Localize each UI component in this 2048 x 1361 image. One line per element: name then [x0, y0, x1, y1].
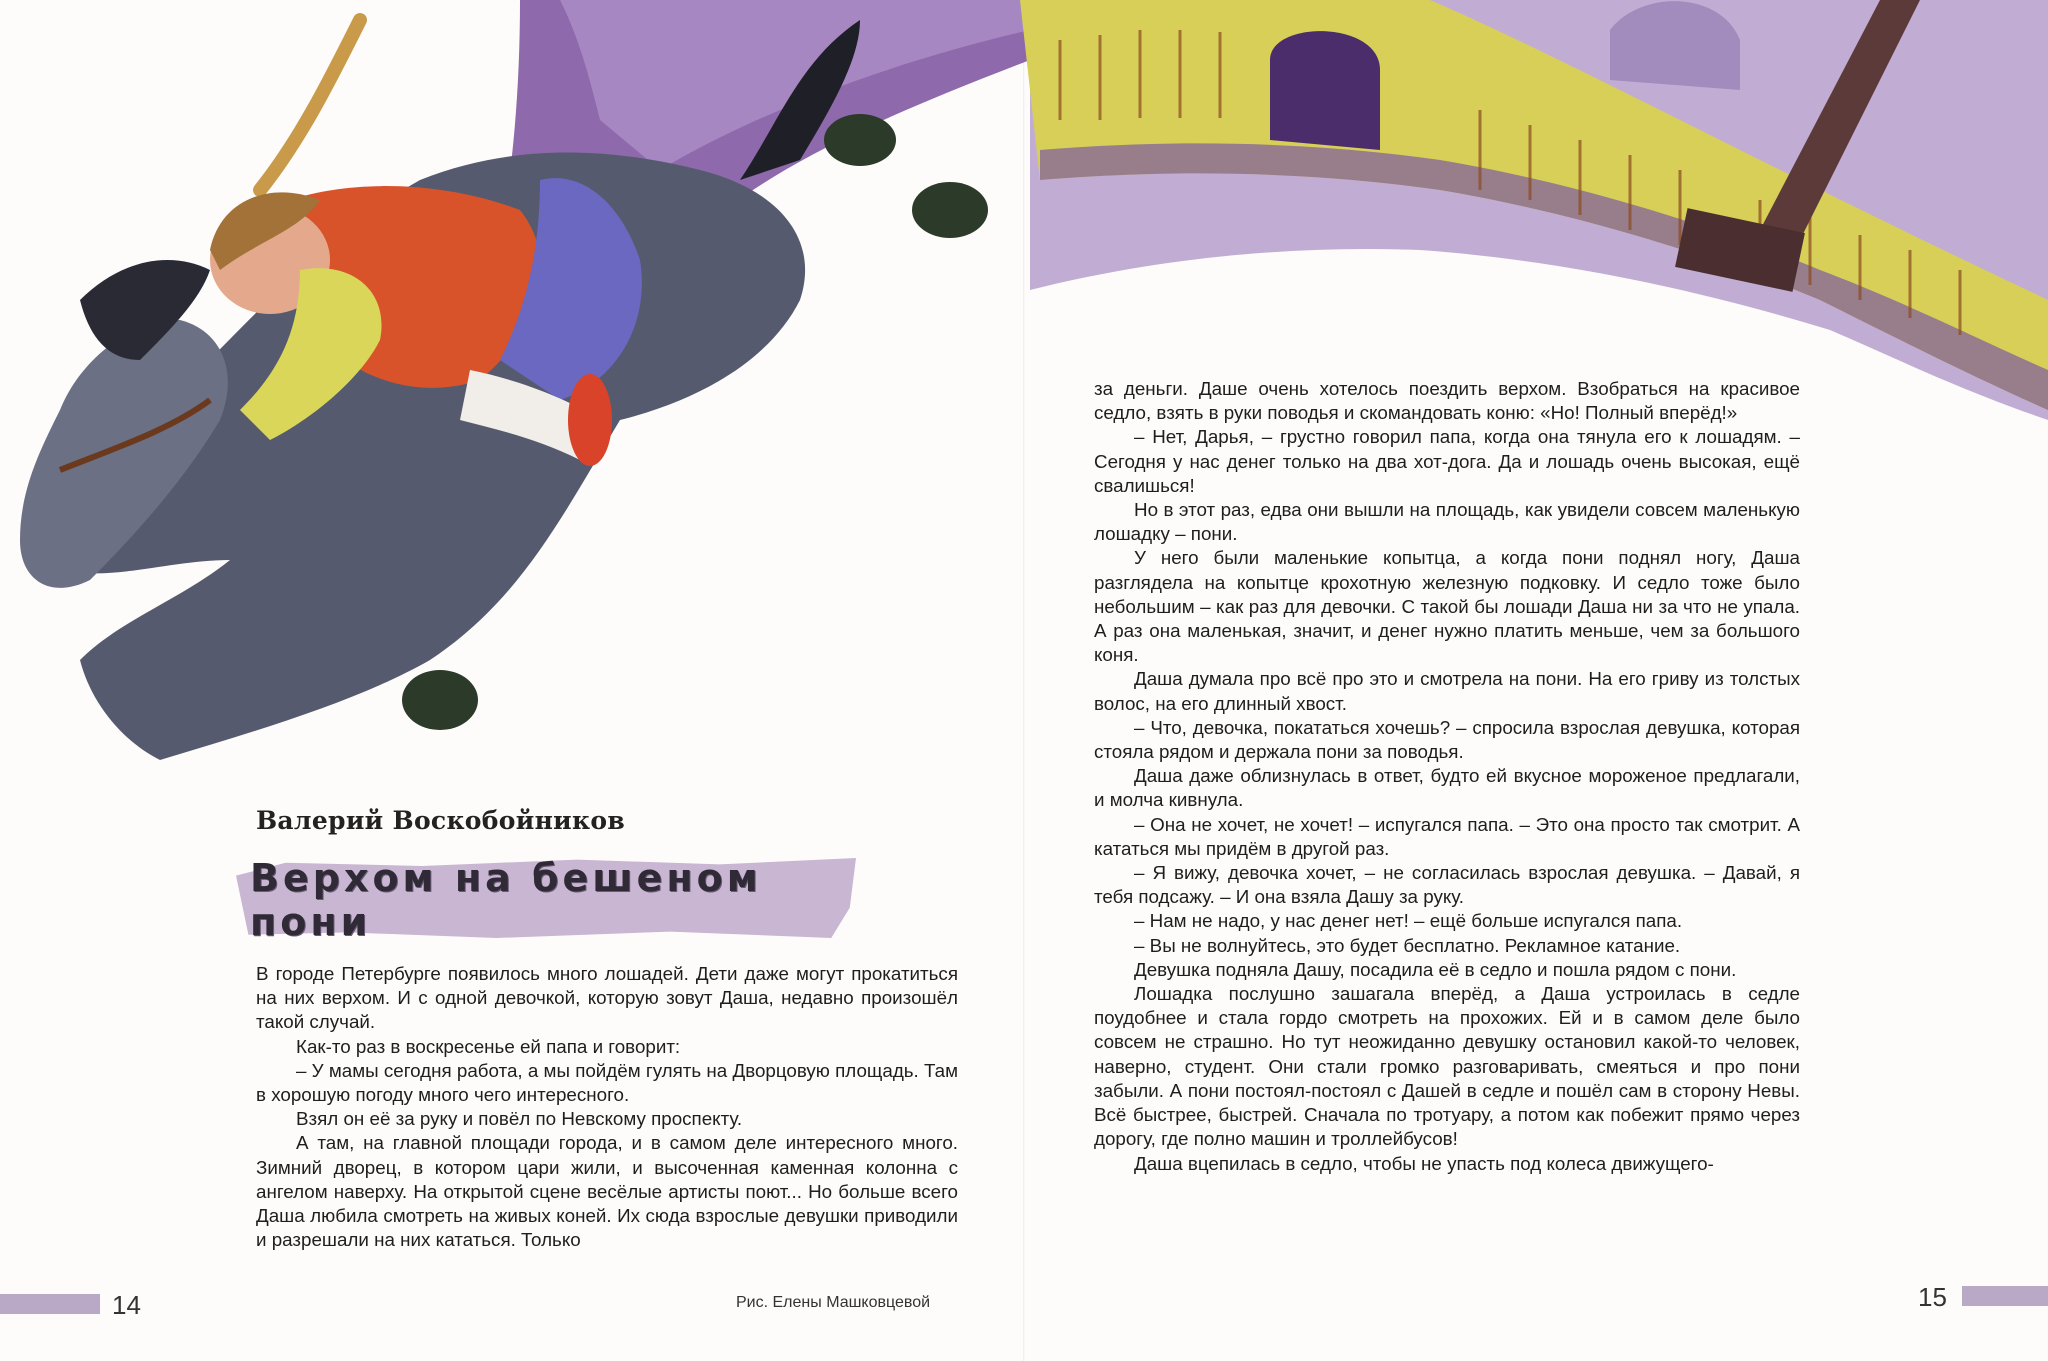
- paragraph: У него были маленькие копытца, а когда пони поднял ногу, Даша разглядела на копытце крохотную железную подковку. И седло тоже было небольшим – как раз для девочки. С такой бы лошади Даша ни за что не упала. А раз она маленькая, значит, и денег нужно платить меньше, чем за большого коня.: [1094, 547, 1800, 666]
- paragraph: Но в этот раз, едва они вышли на площадь, как увидели совсем маленькую лошадку – пони.: [1094, 499, 1800, 545]
- paragraph: – Я вижу, девочка хочет, – не согласилась взрослая девушка. – Давай, я тебя подсажу. – И она взяла Дашу за руку.: [1094, 862, 1800, 908]
- girl-braid: [260, 20, 360, 190]
- paragraph: В городе Петербурге появилось много лошадей. Дети даже могут прокатиться на них верхом. И с одной девочкой, которую зовут Даша, недавно произошёл такой случай.: [256, 963, 958, 1033]
- paragraph: – Она не хочет, не хочет! – испугался папа. – Это она просто так смотрит. А кататься мы придём в другой раз.: [1094, 813, 1800, 859]
- hoof-2: [912, 182, 988, 238]
- page-number-right: 15: [1918, 1282, 1947, 1312]
- illustration-credit: Рис. Елены Машковцевой: [736, 1294, 931, 1311]
- paragraph: – Нам не надо, у нас денег нет! – ещё больше испугался папа.: [1134, 910, 1683, 932]
- hoof-3: [402, 670, 478, 730]
- paragraph: Даша даже облизнулась в ответ, будто ей вкусное мороженое предлагали, и молча кивнула.: [1094, 765, 1800, 811]
- paragraph: Лошадка послушно зашагала вперёд, а Даша устроилась в седле поудобнее и стала гордо смотреть на прохожих. Ей и в самом деле было совсем не страшно. Но тут неожиданно девушку остановил какой-то человек, наверно, студент. Они стали громко разговаривать, смеяться и про пони забыли. А пони постоял-постоял с Дашей в седле и пошёл сам в сторону Невы. Всё быстрее, быстрей. Сначала по тротуару, а потом как побежит прямо через дорогу, где полно машин и троллейбусов!: [1094, 983, 1800, 1150]
- paragraph: Даша думала про всё про это и смотрела на пони. На его гриву из толстых волос, на его длинный хвост.: [1094, 668, 1800, 714]
- paragraph: – Вы не волнуйтесь, это будет бесплатно. Рекламное катание.: [1134, 934, 1681, 956]
- paragraph: Взял он её за руку и повёл по Невскому проспекту.: [296, 1108, 743, 1130]
- paragraph: – Что, девочка, покататься хочешь? – спросила взрослая девушка, которая стояла рядом и держала пони за поводья.: [1094, 716, 1800, 763]
- hoof-1: [824, 114, 896, 166]
- palace-arch: [1270, 31, 1380, 150]
- paragraph: – У мамы сегодня работа, а мы пойдём гулять на Дворцовую площадь. Там в хорошую погоду много чего интересного.: [256, 1059, 958, 1106]
- right-text-column: [1094, 377, 1800, 1176]
- paragraph: – Нет, Дарья, – грустно говорил папа, когда она тянула его к лошадям. – Сегодня у нас денег только на два хот-дога. Да и лошадь очень высокая, ещё свалишься!: [1094, 426, 1800, 496]
- footer-bar-right: [1962, 1286, 2048, 1306]
- girl-shoe: [568, 374, 612, 466]
- paragraph: за деньги. Даше очень хотелось поездить верхом. Взобраться на красивое седло, взять в руки поводья и скомандовать коню: «Но! Полный вперёд!»: [1094, 378, 1800, 424]
- paragraph: Девушка подняла Дашу, посадила её в седло и пошла рядом с пони.: [1134, 958, 1737, 980]
- story-title: Верхом на бешеном пони: [250, 856, 762, 944]
- paragraph: Как-то раз в воскресенье ей папа и говорит:: [296, 1035, 681, 1057]
- author-name: Валерий Воскобойников: [256, 806, 626, 835]
- left-text-column: [256, 962, 958, 1252]
- page-number-left: 14: [112, 1290, 141, 1320]
- footer-bar-left: [0, 1294, 100, 1314]
- paragraph: А там, на главной площади города, и в самом деле интересного много. Зимний дворец, в котором цари жили, и высоченная каменная колонна с ангелом наверху. На открытой сцене весёлые артисты поют... Но больше всего Даша любила смотреть на живых коней. Их сюда взрослые девушки приводили и разрешали на них кататься. Только: [256, 1132, 958, 1251]
- paragraph: Даша вцепилась в седло, чтобы не упасть под колеса движущего-: [1134, 1152, 1714, 1174]
